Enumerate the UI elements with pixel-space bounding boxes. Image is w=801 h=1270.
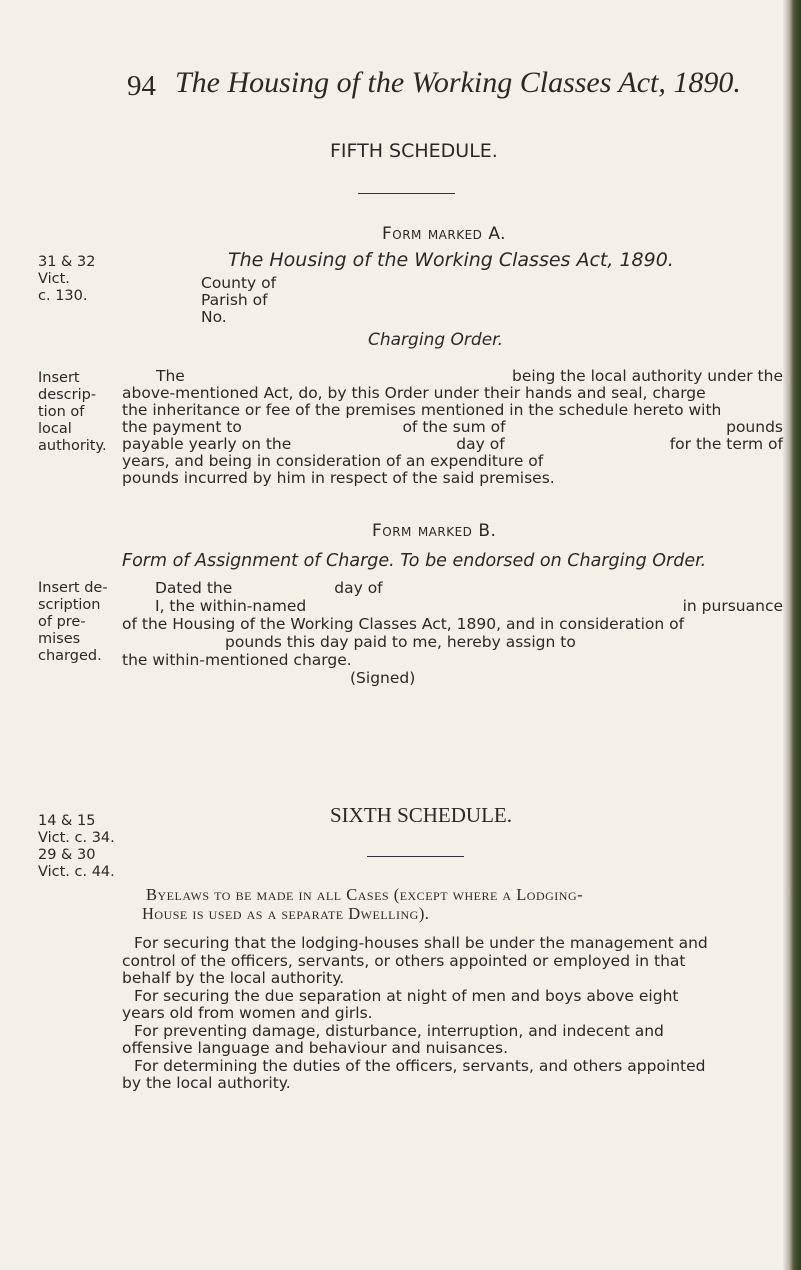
page-edge — [783, 0, 801, 1270]
byelaw-paragraph: For securing that the lodging-houses shall be under the management and control of the officers, servants, or others appointed or employed in that behalf by the local authority. — [122, 934, 708, 987]
divider — [367, 856, 464, 857]
form-b-heading: Form marked B. — [372, 521, 497, 541]
form-a-margin-note: Insert descrip- tion of local authority. — [38, 370, 107, 454]
sixth-schedule-citation: 14 & 15 Vict. c. 34. 29 & 30 Vict. c. 44. — [38, 813, 115, 880]
running-title: The Housing of the Working Classes Act, 1890. — [175, 66, 741, 99]
byelaw-paragraph: For preventing damage, disturbance, interruption, and indecent and offensive language and behaviour and nuisances. — [122, 1021, 664, 1057]
form-a-location-lines: County of Parish of No. — [201, 274, 277, 326]
page-number: 94 — [127, 70, 156, 102]
byelaws-heading: Byelaws to be made in all Cases (except where a Lodging- House is used as a separate Dwelling). — [142, 885, 584, 923]
form-a-citation: 31 & 32 Vict. c. 130. — [38, 254, 96, 304]
divider — [358, 193, 455, 194]
byelaw-paragraph: For securing the due separation at night of men and boys above eight years old from women and girls. — [122, 986, 679, 1022]
assignment-text: Dated the day of I, the within-named in pursuance of the Housing of the Working Classes Act, 1890, and in consideration of pounds this day paid to me, hereby assign to the within-mentioned charge. (Signed) — [122, 579, 783, 687]
form-b-margin-note: Insert de- scription of pre- mises charged. — [38, 580, 108, 664]
fifth-schedule-title: FIFTH SCHEDULE. — [330, 140, 498, 162]
form-b-subtitle: Form of Assignment of Charge. To be endorsed on Charging Order. — [122, 551, 707, 571]
sixth-schedule-title: SIXTH SCHEDULE. — [330, 803, 512, 827]
form-a-heading: Form marked A. — [382, 224, 507, 244]
byelaws-list — [122, 935, 783, 1093]
form-a-act-title: The Housing of the Working Classes Act, 1890. — [228, 249, 674, 271]
charging-order-title: Charging Order. — [368, 330, 503, 350]
byelaw-paragraph: For determining the duties of the officers, servants, and others appointed by the local authority. — [122, 1056, 706, 1092]
charging-order-text: The being the local authority under the above-mentioned Act, do, by this Order under their hands and seal, charge the inheritance or fee of the premises mentioned in the schedule hereto with the payment to of the sum of pounds payable yearly on the day of for the term of years, and being in consideration of an expenditure of pounds incurred by him in respect of the said premises. — [122, 367, 783, 487]
